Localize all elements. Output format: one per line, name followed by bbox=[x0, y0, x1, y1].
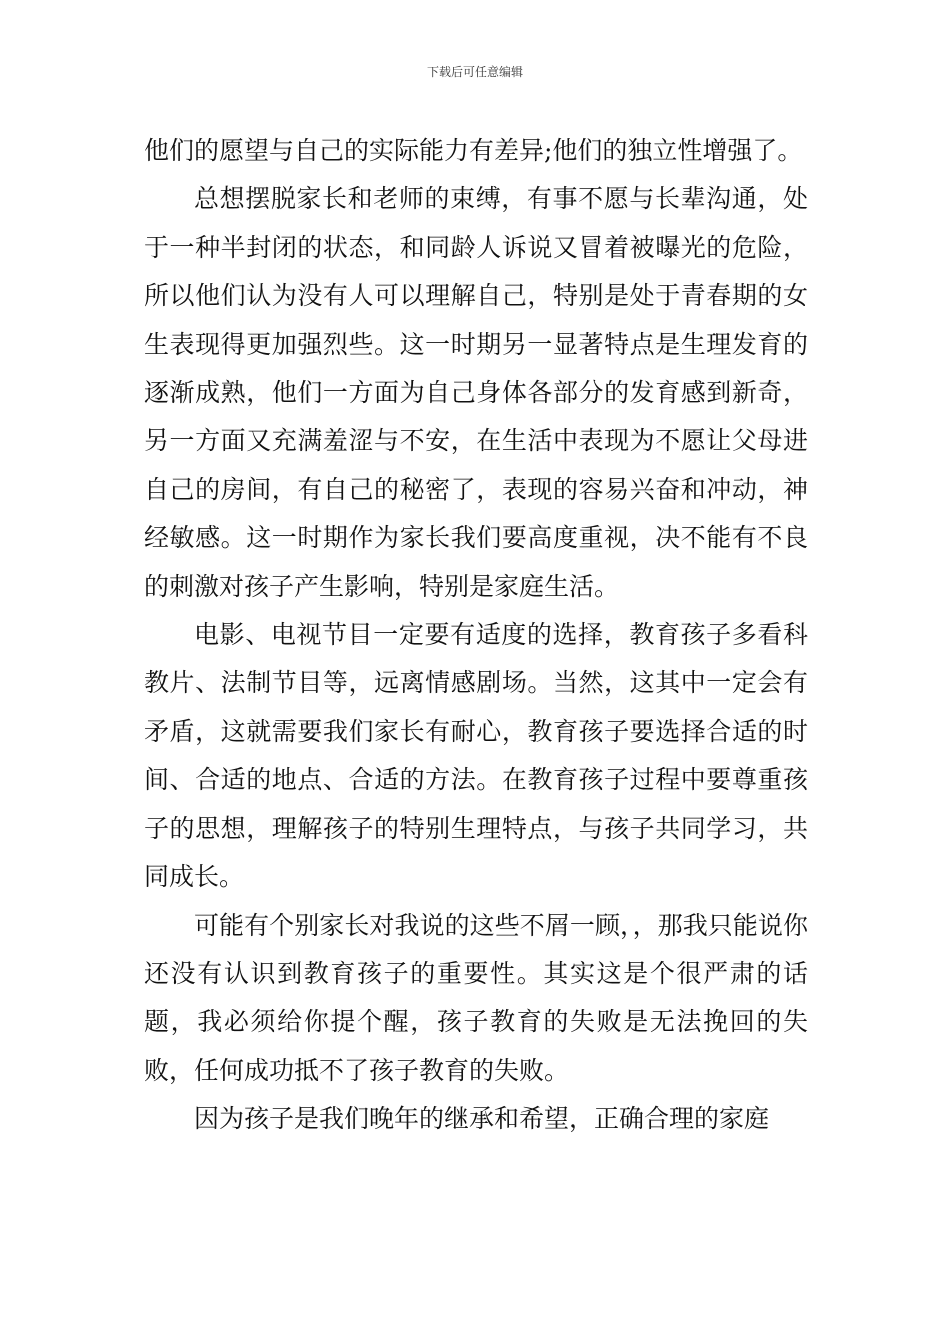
paragraph-2: 总想摆脱家长和老师的束缚，有事不愿与长辈沟通，处于一种半封闭的状态，和同龄人诉说又冒着被曝光的危险，所以他们认为没有人可以理解自己，特别是处于青春期的女生表现得更加强烈些。这一时期另一显著特点是生理发育的逐渐成熟，他们一方面为自己身体各部分的发育感到新奇，另一方面又充满羞涩与不安，在生活中表现为不愿让父母进自己的房间，有自己的秘密了，表现的容易兴奋和冲动，神经敏感。这一时期作为家长我们要高度重视，决不能有不良的刺激对孩子产生影响，特别是家庭生活。 bbox=[144, 184, 808, 601]
paragraph-3: 电影、电视节目一定要有适度的选择，教育孩子多看科教片、法制节目等，远离情感剧场。当然，这其中一定会有矛盾，这就需要我们家长有耐心，教育孩子要选择合适的时间、合适的地点、合适的方法。在教育孩子过程中要尊重孩子的思想，理解孩子的特别生理特点，与孩子共同学习，共同成长。 bbox=[144, 620, 808, 892]
page-header: 下载后可任意编辑 bbox=[426, 65, 523, 79]
document-body bbox=[144, 127, 808, 1144]
paragraph-1: 他们的愿望与自己的实际能力有差异;他们的独立性增强了。 bbox=[144, 136, 803, 165]
paragraph-5: 因为孩子是我们晚年的继承和希望，正确合理的家庭 bbox=[194, 1104, 770, 1134]
paragraph-4: 可能有个别家长对我说的这些不屑一顾，，那我只能说你还没有认识到教育孩子的重要性。其实这是个很严肃的话题，我必须给你提个醒，孩子教育的失败是无法挽回的失败，任何成功抵不了孩子教育的失败。 bbox=[144, 910, 808, 1085]
